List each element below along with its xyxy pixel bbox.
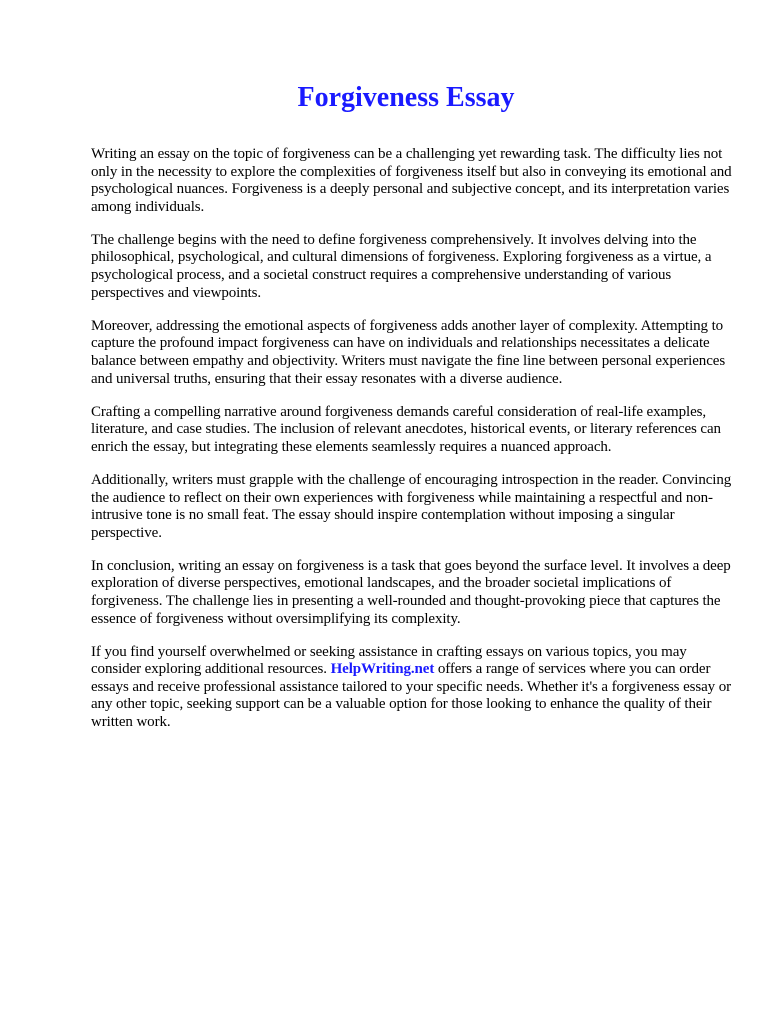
paragraph-conclusion: In conclusion, writing an essay on forgiveness is a task that goes beyond the surface level. It involves a deep exploration of diverse perspectives, emotional landscapes, and the broader societal implications of forgiveness. The challenge lies in presenting a well-rounded and thought-provoking piece that captures the essence of forgiveness without oversimplifying its complexity. bbox=[91, 557, 731, 627]
paragraph-emotional: Moreover, addressing the emotional aspects of forgiveness adds another layer of complexity. Attempting to capture the profound impact forgiveness can have on individuals and relationships necessitates a delicate balance between empathy and objectivity. Writers must navigate the fine line between personal experiences and universal truths, ensuring that their essay resonates with a diverse audience. bbox=[91, 317, 726, 387]
paragraph-definition: The challenge begins with the need to define forgiveness comprehensively. It involves delving into the philosophical, psychological, and cultural dimensions of forgiveness. Exploring forgiveness as a virtue, a psychological process, and a societal construct requires a comprehensive understanding of various perspectives and viewpoints. bbox=[91, 231, 712, 301]
page-title: Forgiveness Essay bbox=[297, 82, 515, 113]
resources-text-after: offers a range of services where you can order essays and receive professional assistance tailored to your specific needs. Whether it's a forgiveness essay or any other topic, seeking support can be a valuable option for those looking to enhance the quality of their written work. bbox=[91, 661, 732, 731]
paragraph-introspection: Additionally, writers must grapple with the challenge of encouraging introspection in the reader. Convincing the audience to reflect on their own experiences with forgiveness while maintaining a respectful and non-intrusive tone is no small feat. The essay should inspire contemplation without imposing a singular perspective. bbox=[91, 471, 732, 541]
paragraph-intro: Writing an essay on the topic of forgiveness can be a challenging yet rewarding task. The difficulty lies not only in the necessity to explore the complexities of forgiveness itself but also in conveying its emotional and psychological nuances. Forgiveness is a deeply personal and subjective concept, and its interpretation varies among individuals. bbox=[91, 146, 732, 215]
resources-text-before: If you find yourself overwhelmed or seeking assistance in crafting essays on various topics, you may consider exploring additional resources. bbox=[91, 643, 687, 678]
helpwriting-link[interactable]: HelpWriting.net bbox=[330, 661, 435, 678]
essay-body bbox=[91, 146, 733, 747]
paragraph-resources bbox=[91, 644, 733, 732]
paragraph-narrative: Crafting a compelling narrative around forgiveness demands careful consideration of real-life examples, literature, and case studies. The inclusion of relevant anecdotes, historical events, or literary references can enrich the essay, but integrating these elements seamlessly requires a nuanced approach. bbox=[91, 403, 721, 455]
